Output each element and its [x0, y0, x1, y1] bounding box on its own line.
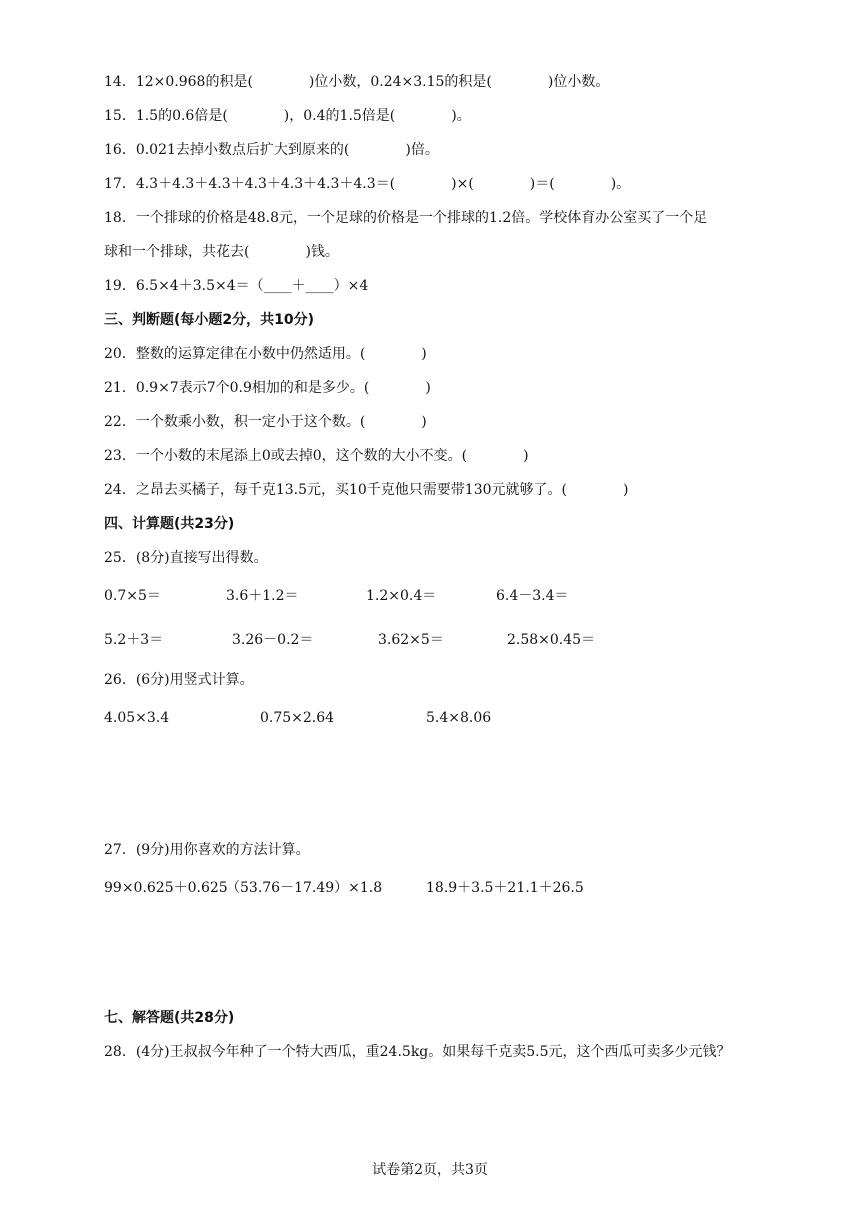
q25-item-4: 6.4－3.4＝ — [496, 588, 569, 604]
question-28: 28．(4分)王叔叔今年种了一个特大西瓜，重24.5kg。如果每千克卖5.5元，这个西瓜可卖多少元钱？ — [104, 1044, 731, 1060]
q25-item-5: 5.2＋3＝ — [104, 632, 164, 648]
question-18-line1: 18．一个排球的价格是48.8元，一个足球的价格是一个排球的1.2倍。学校体育办公室买了一个足 — [104, 210, 708, 226]
q25-item-1: 0.7×5＝ — [104, 588, 161, 604]
question-26: 26．(6分)用竖式计算。 — [104, 672, 254, 688]
question-18-line2: 球和一个排球，共花去( )钱。 — [104, 244, 339, 260]
question-25: 25．(8分)直接写出得数。 — [104, 550, 268, 566]
question-19: 19．6.5×4＋3.5×4＝（____＋____）×4 — [104, 278, 369, 294]
q25-item-6: 3.26－0.2＝ — [232, 632, 314, 648]
q25-item-7: 3.62×5＝ — [378, 632, 444, 648]
q27-item-3: 18.9＋3.5＋21.1＋26.5 — [426, 880, 584, 896]
question-22: 22．一个数乘小数，积一定小于这个数。( ) — [104, 414, 427, 430]
q26-item-1: 4.05×3.4 — [104, 710, 170, 726]
section-heading-judgment: 三、判断题(每小题2分，共10分) — [104, 312, 315, 328]
q25-item-8: 2.58×0.45＝ — [507, 632, 596, 648]
section-heading-word-problems: 七、解答题(共28分) — [104, 1010, 235, 1026]
question-17: 17．4.3＋4.3＋4.3＋4.3＋4.3＋4.3＋4.3＝( )×( )＝( )。 — [104, 176, 631, 192]
question-21: 21．0.9×7表示7个0.9相加的和是多少。( ) — [104, 380, 431, 396]
q26-item-2: 0.75×2.64 — [260, 710, 335, 726]
question-24: 24．之昂去买橘子，每千克13.5元，买10千克他只需要带130元就够了。( ) — [104, 482, 629, 498]
q27-item-1: 99×0.625＋0.625 — [104, 880, 228, 896]
q26-item-3: 5.4×8.06 — [426, 710, 492, 726]
q25-item-3: 1.2×0.4＝ — [366, 588, 437, 604]
question-23: 23．一个小数的末尾添上0或去掉0，这个数的大小不变。( ) — [104, 448, 529, 464]
page-footer: 试卷第2页，共3页 — [372, 1162, 488, 1178]
q27-item-2: （53.76－17.49）×1.8 — [226, 880, 383, 896]
question-20: 20．整数的运算定律在小数中仍然适用。( ) — [104, 346, 427, 362]
question-16: 16．0.021去掉小数点后扩大到原来的( )倍。 — [104, 142, 439, 158]
question-27: 27．(9分)用你喜欢的方法计算。 — [104, 842, 310, 858]
section-heading-calculation: 四、计算题(共23分) — [104, 516, 235, 532]
question-14: 14．12×0.968的积是( )位小数，0.24×3.15的积是( )位小数。 — [104, 74, 610, 90]
question-15: 15．1.5的0.6倍是( )，0.4的1.5倍是( )。 — [104, 108, 471, 124]
q25-item-2: 3.6＋1.2＝ — [226, 588, 299, 604]
